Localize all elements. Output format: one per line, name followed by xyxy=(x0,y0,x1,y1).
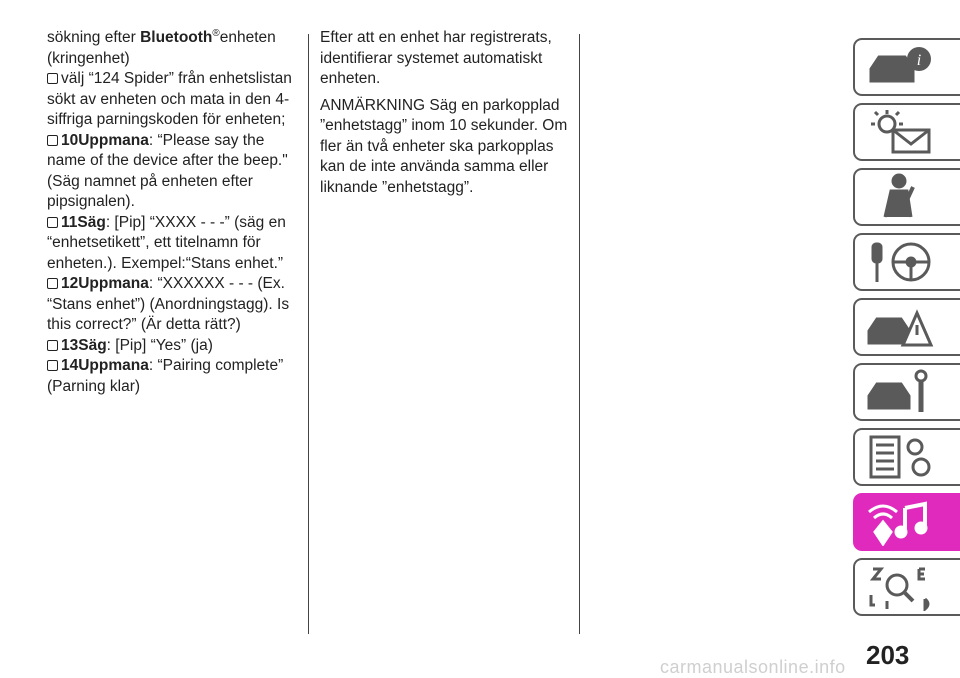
key-steering-icon xyxy=(865,238,935,286)
svg-text:i: i xyxy=(916,52,922,69)
tab-maintenance[interactable] xyxy=(853,363,960,421)
step-select-device xyxy=(47,69,297,131)
step-marker-icon xyxy=(47,73,58,84)
step-marker-icon xyxy=(47,278,58,289)
step-label: 10Uppmana xyxy=(61,131,149,149)
step-marker-icon xyxy=(47,135,58,146)
step-label: 13Säg xyxy=(61,336,107,354)
tab-multimedia[interactable] xyxy=(853,493,960,551)
bluetooth-search-line xyxy=(47,28,297,49)
tab-emergency[interactable] xyxy=(853,298,960,356)
bluetooth-term: Bluetooth xyxy=(140,29,213,46)
car-info-icon xyxy=(865,43,935,91)
step-text: : [Pip] “XXXX - - -” (säg en “enhetsetikett”, ett titelnamn för enheten.). Exempel:“Stans enhet.” xyxy=(47,213,286,272)
step-text: : “Pairing complete” (Parning klar) xyxy=(47,357,284,395)
step-11 xyxy=(47,213,297,275)
step-12 xyxy=(47,274,297,336)
tab-technical-data[interactable] xyxy=(853,428,960,486)
tab-index[interactable] xyxy=(853,558,960,616)
text-fragment: sökning efter xyxy=(47,29,141,46)
note-paragraph: ANMÄRKNING Säg en parkopplad ”enhetstagg” inom 10 sekunder. Om fler än två enheter ska parkopplas kan de inte använda samma eller liknande ”enhetstagg”. xyxy=(320,96,568,196)
registration-paragraph: Efter att en enhet har registrerats, identifierar systemet automatiskt enheten. xyxy=(320,29,552,87)
page-number: 203 xyxy=(866,640,910,670)
car-maintenance-icon xyxy=(865,368,935,416)
column-divider xyxy=(579,34,580,634)
step-marker-icon xyxy=(47,340,58,351)
text-fragment: enheten xyxy=(219,29,276,46)
column-divider xyxy=(308,34,309,634)
step-text: välj “124 Spider” från enhetslistan sökt av enheten och mata in den 4-siffriga parningskoden för enheten; xyxy=(47,70,292,128)
kringenhet-line: (kringenhet) xyxy=(47,49,130,67)
spec-list-gear-icon xyxy=(865,433,935,481)
lights-warning-icon xyxy=(865,108,935,156)
step-14 xyxy=(47,356,297,397)
step-text: : “XXXXXX - - - (Ex. “Stans enhet”) (Anordningstagg). Is this correct?” (Är detta rätt?) xyxy=(47,275,290,333)
chapter-tabs xyxy=(853,38,960,623)
multimedia-music-icon xyxy=(865,498,935,546)
step-13 xyxy=(47,336,297,357)
step-label: 12Uppmana xyxy=(61,275,149,292)
right-text-column xyxy=(320,28,570,198)
tab-lights-warnings[interactable] xyxy=(853,103,960,161)
step-text: : [Pip] “Yes” (ja) xyxy=(106,336,213,354)
step-10 xyxy=(47,131,297,213)
registered-mark: ® xyxy=(212,27,220,39)
seat-safety-icon xyxy=(865,173,935,221)
watermark: carmanualsonline.info xyxy=(660,657,846,677)
step-marker-icon xyxy=(47,217,58,228)
step-marker-icon xyxy=(47,360,58,371)
step-label: 11Säg xyxy=(61,213,106,231)
car-breakdown-icon xyxy=(865,303,935,351)
tab-safety[interactable] xyxy=(853,168,960,226)
alphabetical-index-icon xyxy=(865,563,935,611)
left-text-column xyxy=(47,28,297,397)
tab-car-info[interactable] xyxy=(853,38,960,96)
step-text: : “Please say the name of the device after the beep." (Säg namnet på enheten efter pipsignalen). xyxy=(47,131,288,210)
step-label: 14Uppmana xyxy=(61,357,149,374)
tab-starting-driving[interactable] xyxy=(853,233,960,291)
